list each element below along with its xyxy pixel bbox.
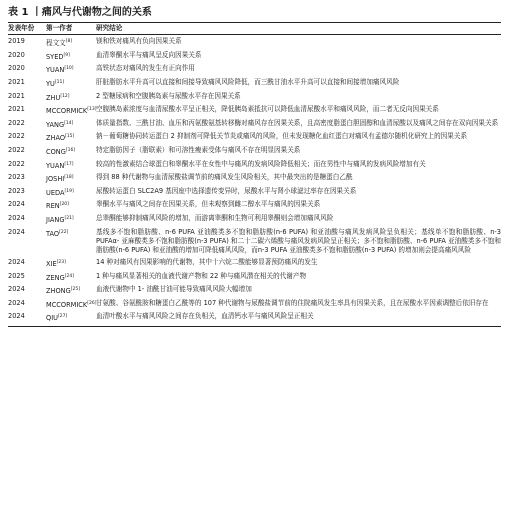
cell-year: 2025 <box>8 271 25 280</box>
reference-marker: [12] <box>60 93 70 99</box>
cell-conclusion: 体质量指数、三酰甘油、血压和丙氨酸氨基转移酶对痛风存在因果关系，且高密度脂蛋白胆固醇和血清尿酸以及痛风之间存在双向因果关系 <box>96 118 499 127</box>
reference-marker: [24] <box>64 273 74 279</box>
cell-conclusion: 睾酮水平与痛风之间存在因果关系，但未观察到雌二醇水平与痛风的因果关系 <box>96 200 321 209</box>
reference-marker: [10] <box>64 66 74 72</box>
table-row <box>8 285 501 296</box>
table-row <box>8 78 501 89</box>
cell-author <box>46 173 96 184</box>
author-name: ZHAO <box>46 134 66 143</box>
table-caption: 表 1 丨痛风与代谢物之间的关系 <box>8 7 152 18</box>
cell-author <box>46 258 96 269</box>
table-row <box>8 187 501 198</box>
cell-author <box>46 64 96 75</box>
cell-year: 2024 <box>8 257 25 266</box>
author-name: QIU <box>46 314 58 323</box>
cell-author <box>46 272 96 283</box>
table-row <box>8 132 501 143</box>
cell-author <box>46 228 96 256</box>
cell-conclusion: 得到 88 种代谢物与血清尿酸盐调节前的痛风发生风险相关，其中最突出的是糖蛋白乙酰 <box>96 173 353 182</box>
table-body <box>8 37 501 324</box>
author-name: YU <box>46 79 55 88</box>
cell-conclusion: 甘氨酸、谷氨酰胺和糖蛋白乙酰等的 107 种代谢物与尿酸盐调节前的住院痛风发生率具有因果关系，且在尿酸水平因素调整后依旧存在 <box>96 298 489 307</box>
cell-year: 2021 <box>8 105 25 114</box>
cell-author <box>46 146 96 157</box>
author-name: 程文文 <box>46 39 66 48</box>
author-name: YUAN <box>46 161 65 170</box>
reference-marker: [9] <box>63 52 70 58</box>
table-row <box>8 214 501 225</box>
table-row <box>8 92 501 103</box>
reference-marker: [18] <box>64 175 74 181</box>
author-name: YANG <box>46 120 65 129</box>
table-row <box>8 299 501 310</box>
table-row <box>8 51 501 62</box>
cell-year: 2020 <box>8 64 25 73</box>
table-row <box>8 312 501 323</box>
table-row <box>8 64 501 75</box>
header-author: 第一作者 <box>46 23 73 32</box>
table-row <box>8 228 501 256</box>
author-name: CONG <box>46 147 66 156</box>
table-row <box>8 37 501 48</box>
cell-conclusion: 血清叶酸水平与痛风风险之间存在负相关，血清钙水平与痛风风险呈正相关 <box>96 312 314 321</box>
reference-marker: [26] <box>87 300 97 306</box>
cell-author <box>46 119 96 130</box>
author-name: TAO <box>46 229 60 238</box>
reference-marker: [16] <box>65 147 76 153</box>
reference-marker: [22] <box>59 229 69 235</box>
author-name: YUAN <box>46 66 65 75</box>
cell-author <box>46 200 96 211</box>
table-row <box>8 146 501 157</box>
author-name: REN <box>46 202 60 211</box>
cell-year: 2024 <box>8 285 25 294</box>
cell-conclusion: 空腹胰岛素浓度与血清尿酸水平呈正相关，降低胰岛素抵抗可以降低血清尿酸水平和痛风风险，而二者无反向因果关系 <box>96 105 439 114</box>
author-name: UEDA <box>46 188 65 197</box>
cell-conclusion: 钠－葡萄糖协同转运蛋白 2 抑制剂可降低关节炎或痛风的风险，但未发现糖化血红蛋白对痛风有孟德尔随机化研究上的因果关系 <box>96 132 468 141</box>
reference-marker: [25] <box>70 287 80 293</box>
cell-conclusion: 特定脂肪因子（脂联素）和可溶性瘦素受体与痛风不存在明显因果关系 <box>96 145 301 154</box>
author-name: SYED <box>46 52 64 61</box>
table-row <box>8 272 501 283</box>
reference-marker: [27] <box>57 314 68 320</box>
cell-conclusion: 高铁状态对痛风的发生有正向作用 <box>96 64 195 73</box>
cell-conclusion: 血清睾酮水平与痛风呈反向因果关系 <box>96 50 202 59</box>
cell-author <box>46 37 96 48</box>
reference-marker: [14] <box>64 120 74 126</box>
reference-marker: [19] <box>64 188 74 194</box>
cell-conclusion: 14 种对痛风有因果影响的代谢物，其中十六烷二酸能够显著预防痛风的发生 <box>96 257 318 266</box>
cell-conclusion: 较高的性激素结合球蛋白和睾酮水平在女性中与痛风的发病风险降低相关；而在男性中与痛风的发病风险增加有关 <box>96 159 426 168</box>
cell-year: 2024 <box>8 298 25 307</box>
cell-year: 2019 <box>8 37 25 46</box>
author-name: JOSHI <box>46 175 65 184</box>
author-name: ZHU <box>46 93 61 102</box>
cell-conclusion: 尿酸转运蛋白 SLC2A9 基因座中选择遗传变异时，尿酸水平与肾小球滤过率存在因果关系 <box>96 186 357 195</box>
cell-conclusion: 2 型糖尿病和空腹胰岛素与尿酸水平存在因果关系 <box>96 91 241 100</box>
cell-author <box>46 92 96 103</box>
cell-year: 2022 <box>8 159 25 168</box>
cell-year: 2024 <box>8 312 25 321</box>
cell-author <box>46 132 96 143</box>
header-year: 发表年份 <box>8 23 35 32</box>
cell-year: 2023 <box>8 186 25 195</box>
cell-year: 2023 <box>8 173 25 182</box>
header-rule <box>8 34 501 35</box>
cell-author <box>46 312 96 323</box>
cell-conclusion: 总睾酮能够抑制痛风风险的增加，而游离睾酮和生物可利用睾酮则会增加痛风风险 <box>96 213 334 222</box>
bottom-rule <box>8 326 501 327</box>
reference-marker: [23] <box>56 259 66 265</box>
author-name: MCCORMICK <box>46 107 88 116</box>
cell-year: 2020 <box>8 50 25 59</box>
table-row <box>8 119 501 130</box>
author-name: ZENG <box>46 273 65 282</box>
reference-marker: [11] <box>54 79 65 85</box>
table-row <box>8 200 501 211</box>
cell-author <box>46 160 96 171</box>
table-row <box>8 173 501 184</box>
cell-author <box>46 78 96 89</box>
cell-author <box>46 51 96 62</box>
table-row <box>8 258 501 269</box>
reference-marker: [15] <box>65 134 75 140</box>
author-name: MCCORMICK <box>46 300 88 309</box>
cell-year: 2024 <box>8 213 25 222</box>
cell-author <box>46 105 96 116</box>
reference-marker: [21] <box>64 215 74 221</box>
cell-author <box>46 214 96 225</box>
reference-marker: [17] <box>64 161 74 167</box>
cell-conclusion: 镁和铁对痛风有负向因果关系 <box>96 37 182 46</box>
cell-conclusion: 肝脏脂肪水平升高可以直接和间接导致痛风风险降低，而三酰甘油水平升高可以直接和间接增加痛风风险 <box>96 77 400 86</box>
author-name: XIE <box>46 259 57 268</box>
cell-author <box>46 187 96 198</box>
reference-marker: [13] <box>87 107 97 113</box>
cell-conclusion: 1 种与痛风显著相关的血液代谢产物和 22 种与痛风潜在相关的代谢产物 <box>96 271 307 280</box>
cell-year: 2024 <box>8 227 25 236</box>
author-name: JIANG <box>46 215 65 224</box>
reference-marker: [8] <box>65 39 73 45</box>
header-conclusion: 研究结论 <box>96 23 123 32</box>
table-row <box>8 160 501 171</box>
cell-author <box>46 299 96 310</box>
author-name: ZHONG <box>46 287 71 296</box>
cell-conclusion: 基线多不饱和脂肪酸、n-6 PUFA 亚油酸类多不饱和脂肪酸(n-6 PUFA) 和亚油酸与痛风发病风险呈负相关；基线单不饱和脂肪酸、n-3 PUFAα- 亚麻酸类多不饱和脂肪酸(n-3 PUFA) 和二十二碳六烯酸与痛风发病风险呈正相关；多不饱和脂肪酸、n-6 PUFA 亚油酸类多不饱和脂肪酸(n-6 PUFA) 和亚油酸的增加可降低痛风风险，而n-3 PUFA 亚油酸类多不饱和脂肪酸(n-3 PUFA) 的增加则会提高痛风风险 <box>96 227 501 255</box>
cell-author <box>46 285 96 296</box>
cell-year: 2021 <box>8 91 25 100</box>
table-header-row <box>8 23 501 34</box>
cell-year: 2021 <box>8 77 25 86</box>
table-row <box>8 105 501 116</box>
cell-year: 2022 <box>8 132 25 141</box>
cell-year: 2024 <box>8 200 25 209</box>
reference-marker: [20] <box>59 202 69 208</box>
cell-year: 2022 <box>8 145 25 154</box>
cell-conclusion: 血液代谢物中 1- 油酰甘油可能导致痛风风险大幅增加 <box>96 285 252 294</box>
cell-year: 2022 <box>8 118 25 127</box>
